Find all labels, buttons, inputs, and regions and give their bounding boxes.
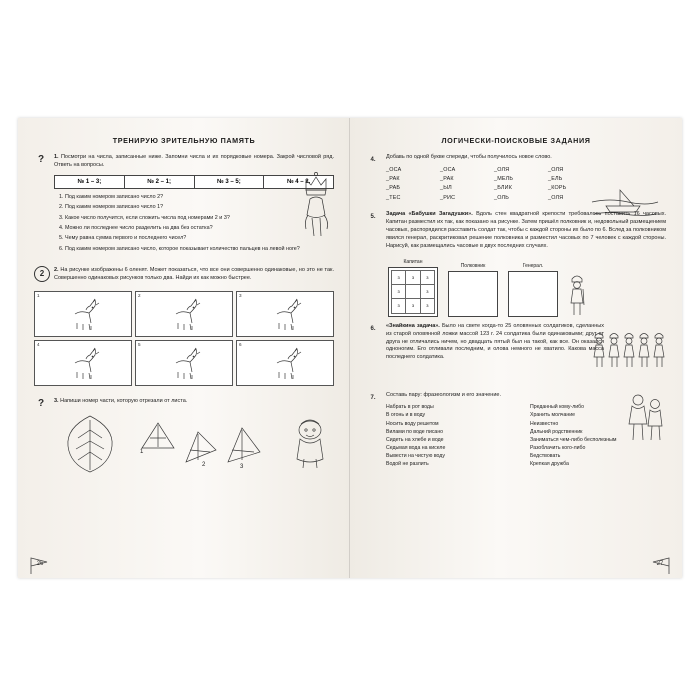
- flag-icon: [28, 556, 50, 576]
- piece-label-1: 1: [140, 449, 144, 455]
- deer-cell: [236, 340, 334, 386]
- flag-icon: [650, 556, 672, 576]
- deer-cell-number: 2: [138, 293, 141, 299]
- task-6-title: «Знайкина задача».: [386, 322, 440, 329]
- book-spread: [18, 118, 682, 578]
- crown-illustration: [298, 166, 342, 242]
- list-item: Сидеть на хлебе и воде: [386, 436, 444, 443]
- task-3-text: 3. Напиши номер части, которую отрезали от листа.: [54, 398, 188, 405]
- page-number-right: 27: [656, 561, 664, 567]
- deer-icon: [63, 347, 103, 381]
- task-6-text: «Знайкина задача». Было на свете когда-то 25 оловянных солдатиков, сделанных из старой оловянной ложки массой 123 г. 24 солдатика были одинаковыми; друг от друга не отличались ничем, но двадцать пятый был на такой, как все. Он оказался одноногим. Его отливали последним, и олова немного не хватило. Какова масса последнего солдатика.: [386, 322, 604, 361]
- soldier-icon: [568, 271, 586, 317]
- task-2-number: 2.: [54, 267, 59, 274]
- deer-cell-number: 1: [37, 293, 40, 299]
- colonel-caption: Полковник: [460, 262, 486, 269]
- deer-icon: [265, 298, 305, 332]
- piece-label-2: 2: [202, 462, 206, 469]
- task-7-marker: 7.: [370, 395, 376, 402]
- question-mark-icon: ?: [37, 154, 45, 165]
- number-cell-2: № 2 – 1;: [125, 176, 195, 188]
- deer-cell: [236, 291, 334, 337]
- deer-cell: [34, 340, 132, 386]
- colonel-block: [448, 263, 498, 317]
- grid-cell: 3: [420, 299, 434, 313]
- deer-cell: [135, 291, 233, 337]
- list-item: Крепкая дружба: [530, 460, 569, 467]
- piece-label-3: 3: [240, 464, 244, 471]
- list-item: Вывести на чистую воду: [386, 452, 445, 459]
- soldier-squares: [388, 259, 666, 317]
- number-cell-3: № 3 – 5;: [195, 176, 265, 188]
- phrase-column: [386, 403, 522, 468]
- task-5-marker: 5.: [370, 213, 376, 220]
- general-square[interactable]: [508, 271, 558, 317]
- list-item: Хранить молчание: [530, 412, 575, 419]
- word-cell: _РИС: [440, 194, 456, 201]
- word-cell: _ОСА: [440, 166, 456, 173]
- left-page: [18, 118, 350, 578]
- list-item: 3. Какое число получится, если сложить числа под номерами 2 и 3?: [65, 215, 334, 223]
- leaf-puzzle-illustration: [34, 414, 334, 480]
- word-cell: _РАБ: [386, 185, 401, 192]
- soldier-row: [593, 329, 666, 369]
- soldier-icon: [623, 329, 636, 369]
- question-mark-icon: ?: [37, 398, 45, 410]
- right-page: [350, 118, 682, 578]
- word-cell: _БЛИК: [494, 185, 513, 192]
- task-4: [366, 154, 666, 203]
- leaf-piece-1: [138, 420, 178, 454]
- list-item: Носить воду решетом: [386, 420, 439, 427]
- deer-cell: [34, 291, 132, 337]
- captain-caption: Капитан: [403, 258, 423, 265]
- word-cell: _РАК: [386, 176, 400, 183]
- list-item: 1. Под каким номером записано число 2?: [65, 194, 334, 202]
- leaf-piece-2: [180, 428, 222, 468]
- word-cell: _ЫЛ: [440, 185, 452, 192]
- word-cell: _ОЛЬ: [494, 194, 510, 201]
- word-cell: _ОЛЯ: [548, 194, 564, 201]
- task-2-text: 2. На рисунке изображены 6 оленят. Может показаться, что все они совершенно одинаковые, но это не так. Совершенно одинаковых рисунков только два. Найди их как можно быстрее.: [54, 267, 334, 282]
- deer-cell-number: 6: [239, 342, 242, 348]
- number-cell-1: № 1 – 3;: [55, 176, 125, 188]
- number-cell-4: № 4 – 2.: [286, 178, 311, 185]
- list-item: Неизвестно: [530, 420, 559, 427]
- leaf-piece-3: [220, 422, 266, 470]
- list-item: Преданный кому-либо: [530, 404, 585, 411]
- general-block: [508, 263, 558, 317]
- list-item: Набрать в рот воды: [386, 404, 434, 411]
- task-1-number: 1.: [54, 154, 59, 160]
- soldier-icon: [638, 329, 651, 369]
- right-page-title: ЛОГИЧЕСКИ-ПОИСКОВЫЕ ЗАДАНИЯ: [441, 136, 591, 145]
- task-5-title: Задача «Бабушки Загадушки».: [386, 210, 473, 217]
- list-item: 5. Чему равна сумма первого и последнего чисел?: [65, 235, 334, 243]
- list-item: Заниматься чем-либо бесполезным: [530, 436, 617, 443]
- grid-cell: 3: [420, 284, 434, 298]
- deer-cell-number: 5: [138, 342, 141, 348]
- task-6: [366, 323, 666, 363]
- left-page-title: ТРЕНИРУЮ ЗРИТЕЛЬНУЮ ПАМЯТЬ: [112, 136, 256, 145]
- list-item: Вилами по воде писано: [386, 428, 444, 435]
- list-item: 6. Под каким номером записано число, которое показывает количество пальцев на левой ноге?: [65, 246, 334, 254]
- grid-cell: 3: [420, 270, 434, 284]
- list-item: В огонь и в воду: [386, 412, 426, 419]
- deer-cell: [135, 340, 233, 386]
- grid-cell: 3: [392, 270, 406, 284]
- character-illustration: [288, 414, 332, 470]
- task-2: [34, 267, 334, 283]
- task-7-text: Составь пару: фразеологизм и его значение.: [386, 392, 501, 399]
- colonel-square[interactable]: [448, 271, 498, 317]
- soldier-icon: [593, 329, 606, 369]
- captain-square: [388, 267, 438, 317]
- leaf-icon: [56, 414, 126, 476]
- list-item: Седьмая вода на киселе: [386, 444, 446, 451]
- list-item: Бедствовать: [530, 452, 561, 459]
- word-cell: _ОСА: [386, 166, 402, 173]
- list-item: Разоблачить кого-либо: [530, 444, 586, 451]
- deer-icon: [265, 347, 305, 381]
- word-cell: _ЕЛЬ: [548, 176, 563, 183]
- grid-cell: 3: [392, 284, 406, 298]
- list-item: Водой не разлить: [386, 460, 429, 467]
- deer-cell-number: 3: [239, 293, 242, 299]
- deer-cell-number: 4: [37, 342, 40, 348]
- deer-icon: [63, 298, 103, 332]
- word-cell: _РАК: [440, 176, 454, 183]
- task-2-marker-icon: 2: [34, 266, 50, 282]
- task-7: [366, 392, 666, 467]
- task-6-marker: 6.: [370, 325, 376, 332]
- soldier-icon: [653, 329, 666, 369]
- grid-cell: 3: [406, 270, 420, 284]
- captain-block: [388, 259, 438, 317]
- list-item: 4. Можно ли последнее число разделить на два без остатка?: [65, 225, 334, 233]
- page-number-left: 26: [36, 561, 44, 567]
- task-3: [34, 398, 334, 410]
- word-cell: _МЕЛЬ: [494, 176, 514, 183]
- number-row: [54, 175, 334, 189]
- deer-icon: [164, 347, 204, 381]
- deer-grid: [34, 291, 334, 386]
- word-cell: _ОЛЯ: [548, 166, 564, 173]
- soldier-icon: [608, 329, 621, 369]
- task-4-marker: 4.: [370, 157, 376, 163]
- task-3-number: 3.: [54, 398, 59, 405]
- task-1-text: 1. Посмотри на числа, записанные ниже. Запомни числа и их порядковые номера. Закрой числовой ряд. Ответь на вопросы.: [54, 154, 334, 168]
- word-cell: _ТЕС: [386, 194, 401, 201]
- word-cell: _КОРЬ: [548, 185, 567, 192]
- list-item: Дальний родственник: [530, 428, 583, 435]
- word-cell: _ОЛЯ: [494, 166, 510, 173]
- people-illustration: [622, 388, 670, 448]
- general-caption: Генерал.: [522, 262, 544, 269]
- grid-cell: [406, 284, 420, 298]
- grid-cell: 3: [392, 299, 406, 313]
- list-item: 2. Под каким номером записано число 1?: [65, 204, 334, 212]
- task-5: [366, 211, 666, 251]
- task-1: [34, 154, 334, 253]
- task-1-questions: [54, 194, 334, 253]
- grid-cell: 3: [406, 299, 420, 313]
- task-5-text: Задача «Бабушки Загадушки». Вдоль стен квадратной крепости требовалось поставить 16 часовых. Капитан разместил их так, как показано на рисунке. Затем пришёл полковник и, недовольный размещением часовых, распорядился расставить солдат так, чтобы с каждой стороны их было по 6. Вслед за полковником явился генерал, раскритиковал решение полковника и разместил часовых по 7 человек с каждой стороны. Нарисуй, как размещались часовые в двух последних случаях.: [386, 210, 666, 249]
- task-4-text: Добавь по одной букве спереди, чтобы получилось новое слово.: [386, 154, 552, 160]
- deer-icon: [164, 298, 204, 332]
